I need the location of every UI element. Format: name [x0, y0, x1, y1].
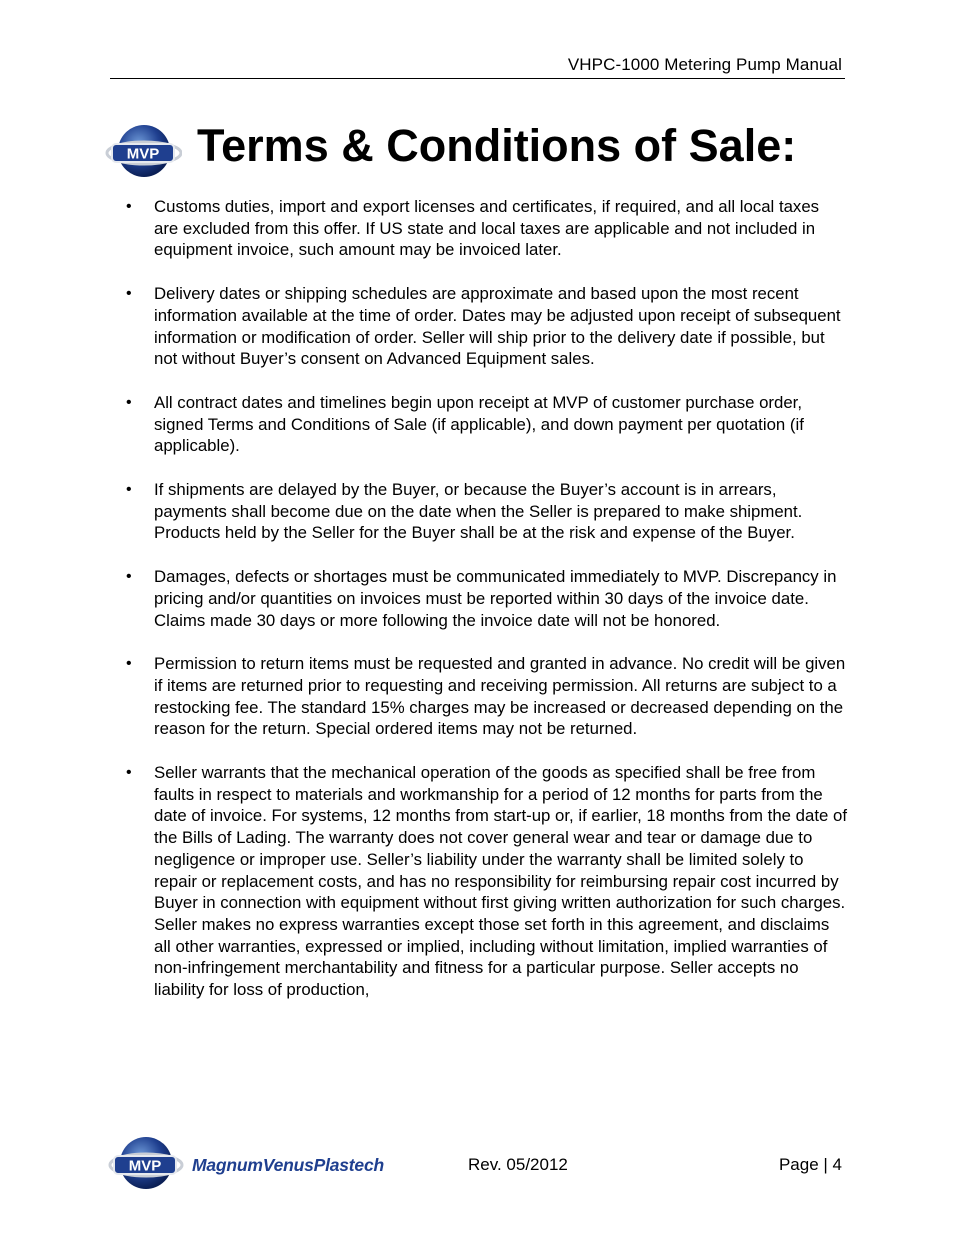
term-item: [122, 653, 847, 740]
bullet-icon: •: [126, 198, 132, 215]
term-item: [122, 283, 847, 370]
revision-date: Rev. 05/2012: [468, 1155, 568, 1174]
term-text: Delivery dates or shipping schedules are approximate and based upon the most recent information available at the time of order. Dates may be adjusted upon receipt of subsequent information or modification of order. Seller will ship prior to the delivery date if possible, but not without Buyer’s consent on Advanced Equipment sales.: [154, 284, 841, 369]
term-text: Customs duties, import and export licenses and certificates, if required, and all local taxes are excluded from this offer. If US state and local taxes are applicable and not included in equipment invoice, such amount may be invoiced later.: [154, 197, 820, 260]
bullet-icon: •: [126, 481, 132, 499]
term-item: [122, 196, 847, 261]
svg-text:MVP: MVP: [126, 145, 160, 163]
mvp-logo-icon: [104, 122, 182, 178]
bullet-icon: •: [126, 655, 132, 673]
term-text: Damages, defects or shortages must be communicated immediately to MVP. Discrepancy in pricing and/or quantities on invoices must be reported within 30 days of the invoice date. Claims made 30 days or more following the invoice date will not be honored.: [154, 567, 837, 630]
brand-name: MagnumVenusPlastech: [192, 1155, 384, 1175]
bullet-icon: •: [126, 393, 132, 411]
term-item: [122, 566, 847, 631]
manual-title: VHPC-1000 Metering Pump Manual: [567, 55, 842, 74]
term-item: [122, 392, 847, 457]
term-item: [122, 762, 847, 1001]
page-number: Page | 4: [778, 1155, 842, 1174]
bullet-icon: •: [126, 285, 132, 303]
bullet-icon: •: [126, 568, 132, 586]
bullet-icon: •: [126, 764, 132, 782]
page-title: Terms & Conditions of Sale:: [197, 120, 797, 171]
term-text: If shipments are delayed by the Buyer, or because the Buyer’s account is in arrears, payments shall become due on the date when the Seller is prepared to make shipment. Products held by the Seller for the Buyer shall be at the risk and expense of the Buyer.: [154, 480, 803, 543]
term-text: Permission to return items must be requested and granted in advance. No credit will be given if items are returned prior to requesting and receiving permission. All returns are subject to a restocking fee. The standard 15% charges may be increased or decreased depending on the reason for the return. Special ordered items may not be returned.: [154, 654, 846, 739]
header-divider: [110, 78, 845, 79]
footer-mvp-logo-icon: [108, 1133, 184, 1191]
svg-text:MVP: MVP: [128, 1157, 162, 1175]
terms-list: [122, 196, 847, 1023]
term-text: All contract dates and timelines begin upon receipt at MVP of customer purchase order, signed Terms and Conditions of Sale (if applicable), and down payment per quotation (if applicable).: [154, 392, 804, 456]
term-item: [122, 479, 847, 544]
term-text: Seller warrants that the mechanical operation of the goods as specified shall be free from faults in respect to materials and workmanship for a period of 12 months for parts from the date of invoice. For systems, 12 months from start-up or, if earlier, 18 months from the date of the Bills of Lading. The warranty does not cover general wear and tear or damage due to negligence or improper use. Seller’s liability under the warranty shall be limited solely to repair or replacement costs, and has no responsibility for reimbursing repair cost incurred by Buyer in connection with equipment without first giving written authorization for such charges. Seller makes no express warranties except those set forth in this agreement, and disclaims all other warranties, expressed or implied, including without limitation, implied warranties of non-infringement merchantability and fitness for a particular purpose. Seller accepts no liability for loss of production,: [154, 763, 847, 1000]
